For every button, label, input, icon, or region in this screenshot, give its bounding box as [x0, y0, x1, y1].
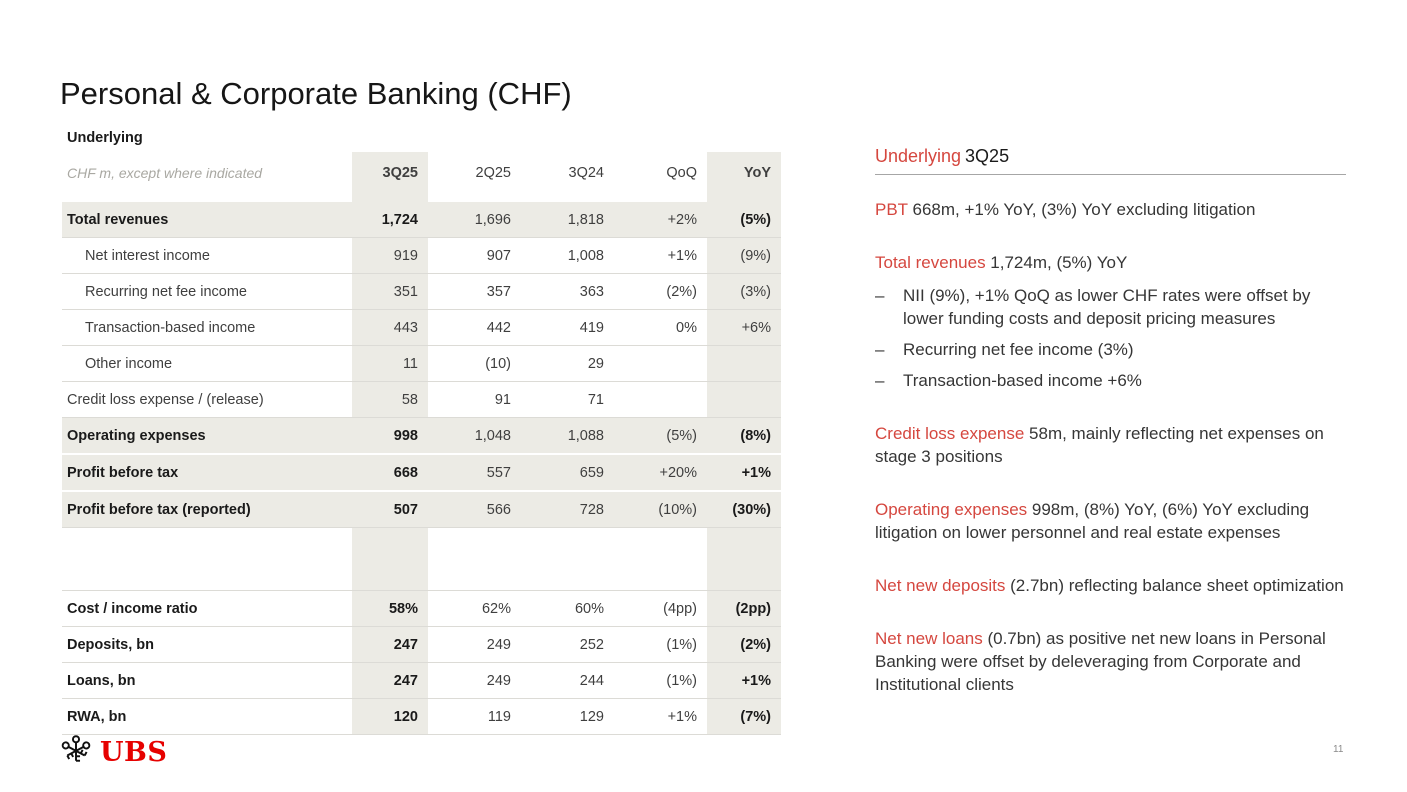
cell-3q24: 29 [587, 355, 604, 372]
row-label: Loans, bn [67, 672, 136, 689]
table-row [62, 346, 781, 382]
bullet-text: Recurring net fee income (3%) [903, 340, 1134, 359]
heading-rule [875, 174, 1346, 175]
cell-3q25: 443 [352, 310, 428, 345]
cell-qoq: +1% [667, 708, 697, 725]
table-section-label: Underlying [67, 130, 143, 146]
row-label: Operating expenses [67, 427, 206, 444]
cell-3q24: 129 [579, 708, 604, 725]
table-header-gap [62, 194, 781, 202]
commentary-block [875, 574, 1346, 597]
bullet-dash: – [875, 340, 885, 359]
cell-yoy: (7%) [707, 699, 781, 734]
row-label: Credit loss expense / (release) [67, 391, 264, 408]
cell-3q24: 1,088 [567, 427, 604, 444]
commentary-lead: Credit loss expense [875, 424, 1030, 443]
row-label: Recurring net fee income [85, 283, 247, 300]
bullet-dash: – [875, 371, 885, 390]
column-header-yoy: YoY [707, 152, 781, 194]
cell-3q24: 363 [579, 283, 604, 300]
spacer-cell [352, 528, 428, 590]
commentary-text: 1,724m, (5%) YoY [990, 253, 1128, 272]
cell-yoy [707, 382, 781, 417]
cell-3q25: 668 [352, 455, 428, 490]
commentary-text: (2.7bn) reflecting balance sheet optimization [1010, 576, 1344, 595]
table-row [62, 455, 781, 492]
commentary-paragraph [875, 627, 1346, 696]
table-row [62, 663, 781, 699]
cell-qoq: +2% [667, 211, 697, 228]
cell-3q25: 247 [352, 627, 428, 662]
gap-cell [521, 194, 614, 202]
cell-2q25: 442 [486, 319, 511, 336]
cell-2q25: 91 [494, 391, 511, 408]
cell-yoy: (5%) [707, 202, 781, 237]
cell-3q25: 919 [352, 238, 428, 273]
commentary-paragraph [875, 251, 1346, 274]
gap-cell [352, 194, 428, 202]
row-label: Cost / income ratio [67, 600, 198, 617]
cell-qoq: 0% [676, 319, 697, 336]
cell-qoq: +1% [667, 247, 697, 264]
commentary-paragraph [875, 422, 1346, 468]
spacer-cell [428, 528, 521, 590]
gap-cell [428, 194, 521, 202]
commentary-paragraph [875, 574, 1346, 597]
table-row [62, 418, 781, 455]
table-row [62, 274, 781, 310]
column-header-3q25: 3Q25 [352, 152, 428, 194]
financial-table [62, 130, 781, 735]
cell-3q24: 419 [579, 319, 604, 336]
cell-yoy: +1% [707, 663, 781, 698]
page-title: Personal & Corporate Banking (CHF) [60, 75, 572, 111]
cell-yoy: (3%) [707, 274, 781, 309]
table-header-row [62, 152, 781, 194]
cell-3q24: 60% [574, 600, 604, 617]
table-row [62, 492, 781, 528]
page-number: 11 [1333, 744, 1344, 755]
cell-yoy: +6% [707, 310, 781, 345]
gap-cell [62, 194, 352, 202]
commentary-heading-highlight: Underlying [875, 146, 962, 166]
gap-cell [707, 194, 781, 202]
cell-qoq: (10%) [658, 501, 697, 518]
commentary-block [875, 198, 1346, 221]
commentary-lead: Total revenues [875, 253, 991, 272]
cell-2q25: 907 [486, 247, 511, 264]
commentary-bullet [875, 284, 1346, 330]
ubs-logo [58, 733, 167, 772]
table-unit-note-cell [62, 152, 352, 194]
bullet-text: Transaction-based income +6% [903, 371, 1142, 390]
table-spacer-row [62, 528, 781, 591]
commentary-bullet-list [875, 284, 1346, 392]
cell-3q25: 1,724 [352, 202, 428, 237]
cell-2q25: 557 [486, 464, 511, 481]
commentary-block [875, 422, 1346, 468]
cell-yoy: (2pp) [707, 591, 781, 626]
cell-3q24: 1,008 [567, 247, 604, 264]
table-row [62, 627, 781, 663]
row-label: Transaction-based income [85, 319, 256, 336]
row-label: Deposits, bn [67, 636, 155, 653]
cell-3q24: 659 [579, 464, 604, 481]
commentary-lead: Net new loans [875, 629, 988, 648]
table-row [62, 591, 781, 627]
cell-yoy: +1% [707, 455, 781, 490]
commentary-lead: Net new deposits [875, 576, 1011, 595]
ubs-logo-text: UBS [100, 737, 168, 768]
row-label: RWA, bn [67, 708, 127, 725]
commentary-blocks [875, 198, 1346, 696]
commentary-heading-period: 3Q25 [965, 146, 1010, 166]
commentary-paragraph [875, 498, 1346, 544]
cell-2q25: 357 [486, 283, 511, 300]
table-body [62, 152, 781, 735]
table-unit-note: CHF m, except where indicated [67, 165, 263, 181]
commentary-text: 58m, mainly reflecting net expenses on stage 3 positions [875, 424, 1324, 466]
spacer-cell [707, 528, 781, 590]
row-label: Profit before tax [67, 464, 179, 481]
table-row [62, 202, 781, 238]
commentary-text: 998m, (8%) YoY, (6%) YoY excluding litigation on lower personnel and real estate expenses [875, 500, 1310, 542]
cell-3q24: 1,818 [567, 211, 604, 228]
commentary-block [875, 498, 1346, 544]
gap-cell [614, 194, 707, 202]
cell-yoy: (8%) [707, 418, 781, 453]
cell-3q24: 728 [579, 501, 604, 518]
cell-yoy: (30%) [707, 492, 781, 527]
commentary-lead: PBT [875, 200, 913, 219]
cell-2q25: 62% [481, 600, 511, 617]
cell-qoq: (2%) [666, 283, 697, 300]
cell-qoq [614, 382, 707, 417]
table-row [62, 238, 781, 274]
cell-3q25: 998 [352, 418, 428, 453]
ubs-keys-icon [58, 733, 94, 772]
cell-3q24: 244 [579, 672, 604, 689]
cell-2q25: 249 [486, 636, 511, 653]
cell-2q25: 566 [486, 501, 511, 518]
cell-2q25: 1,048 [474, 427, 511, 444]
spacer-cell [62, 528, 352, 590]
commentary-block [875, 251, 1346, 392]
bullet-dash: – [875, 286, 885, 305]
cell-yoy: (9%) [707, 238, 781, 273]
table-row [62, 382, 781, 418]
commentary-paragraph [875, 198, 1346, 221]
cell-qoq: +20% [659, 464, 697, 481]
cell-2q25: 119 [487, 708, 511, 725]
commentary-lead: Operating expenses [875, 500, 1032, 519]
cell-3q25: 351 [352, 274, 428, 309]
row-label: Total revenues [67, 211, 169, 228]
row-label: Net interest income [85, 247, 210, 264]
commentary-bullet [875, 338, 1346, 361]
cell-qoq [614, 346, 707, 381]
commentary-text: (0.7bn) as positive net new loans in Personal Banking were offset by deleveraging from Corporate and Institutional clients [875, 629, 1326, 694]
column-header-qoq: QoQ [666, 165, 697, 181]
cell-2q25: 249 [486, 672, 511, 689]
cell-3q25: 58 [352, 382, 428, 417]
cell-3q24: 252 [579, 636, 604, 653]
cell-3q25: 247 [352, 663, 428, 698]
row-label: Other income [85, 355, 173, 372]
cell-3q25: 120 [352, 699, 428, 734]
column-header-2q25: 2Q25 [475, 165, 511, 181]
cell-yoy [707, 346, 781, 381]
commentary-heading [875, 146, 1346, 167]
cell-3q25: 11 [352, 346, 428, 381]
cell-qoq: (5%) [666, 427, 697, 444]
commentary-bullet [875, 369, 1346, 392]
cell-2q25: 1,696 [474, 211, 511, 228]
column-header-3q24: 3Q24 [568, 165, 604, 181]
bullet-text: NII (9%), +1% QoQ as lower CHF rates were offset by lower funding costs and deposit pricing measures [903, 286, 1311, 328]
table-row [62, 310, 781, 346]
cell-2q25: (10) [485, 355, 511, 372]
cell-3q25: 58% [352, 591, 428, 626]
spacer-cell [521, 528, 614, 590]
commentary-block [875, 627, 1346, 696]
cell-qoq: (1%) [666, 636, 697, 653]
spacer-cell [614, 528, 707, 590]
cell-qoq: (1%) [666, 672, 697, 689]
cell-yoy: (2%) [707, 627, 781, 662]
table-row [62, 699, 781, 735]
commentary-panel [875, 146, 1346, 696]
row-label: Profit before tax (reported) [67, 501, 251, 518]
commentary-text: 668m, +1% YoY, (3%) YoY excluding litigation [912, 200, 1256, 219]
cell-qoq: (4pp) [663, 600, 697, 617]
cell-3q24: 71 [587, 391, 604, 408]
cell-3q25: 507 [352, 492, 428, 527]
